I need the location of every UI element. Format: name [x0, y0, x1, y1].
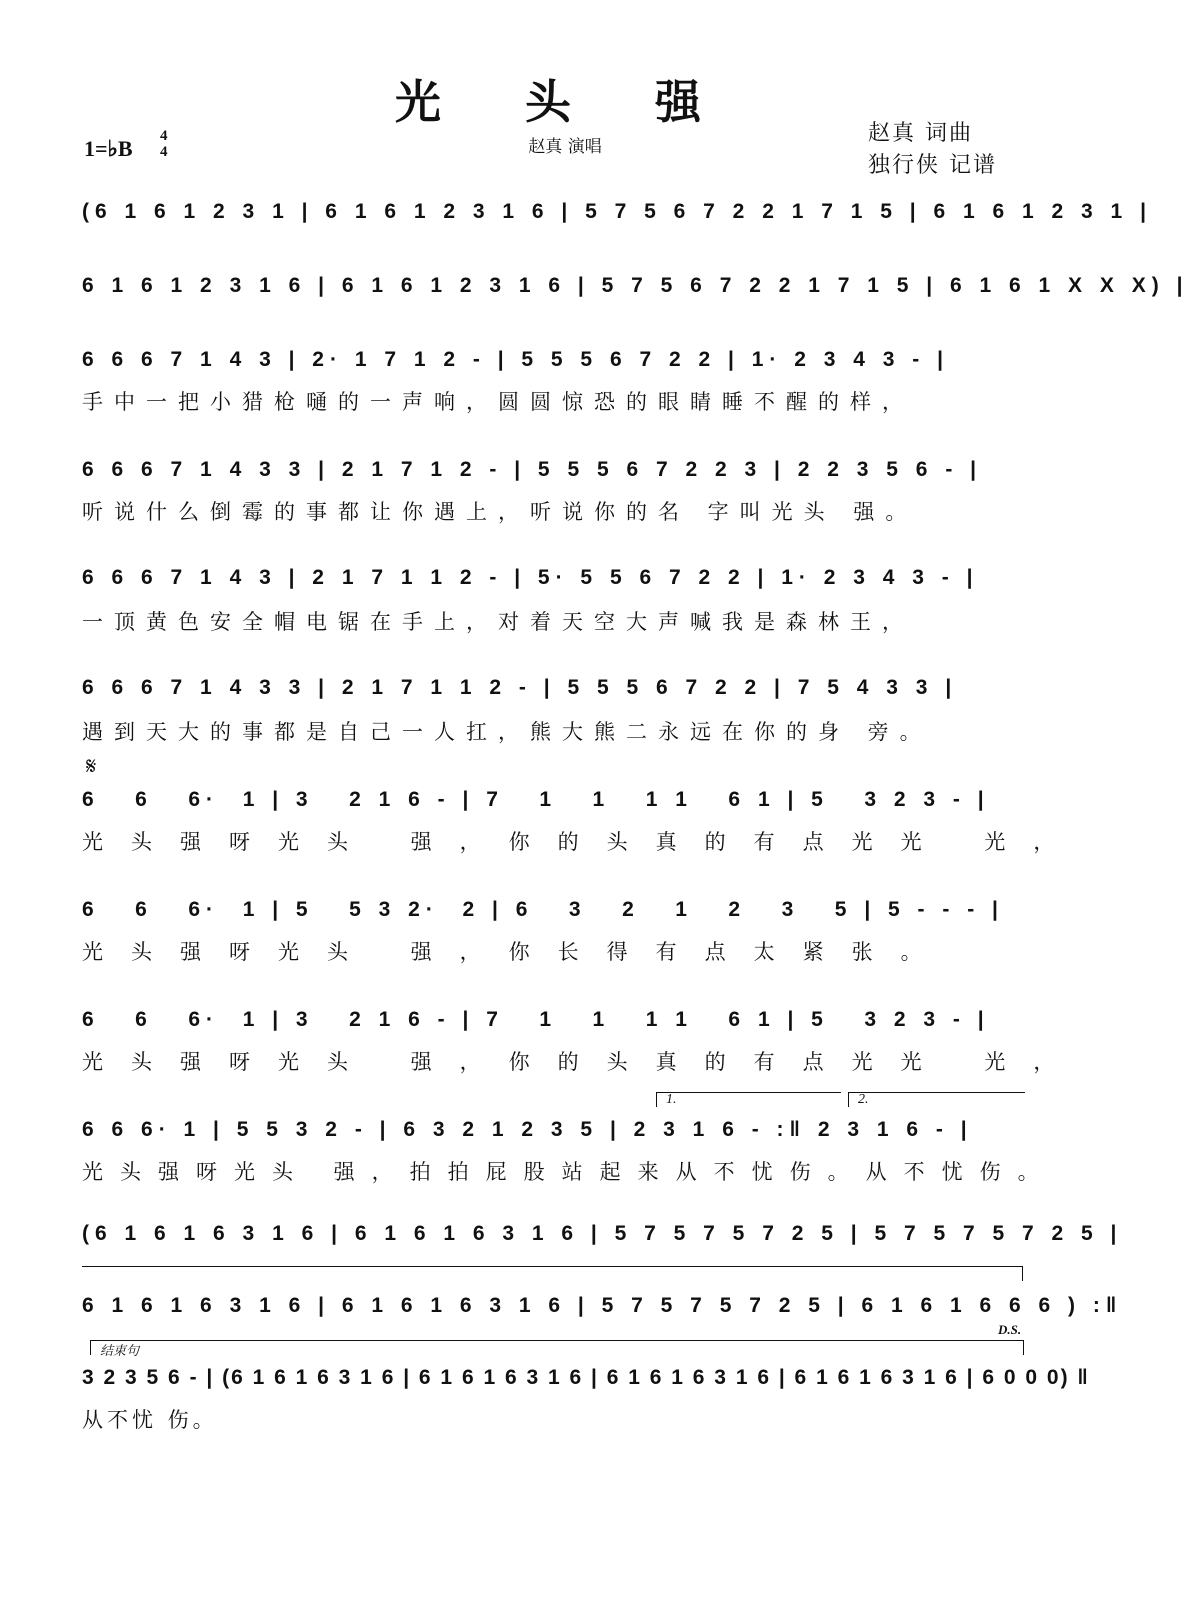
second-ending-bracket [848, 1092, 1025, 1107]
notation-line-2: 6 1 6 1 2 3 1 6 | 6 1 6 1 2 3 1 6 | 5 7 5 6 7 2 2 1 7 1 5 | 6 1 6 1 X X X) | [82, 274, 1188, 297]
notation-line-10: 6 6 6· 1 | 5 5 3 2 - | 6 3 2 1 2 3 5 | 2 3 1 6 - :‖ 2 3 1 6 - | [82, 1118, 1032, 1143]
notation-line-8: 6 6 6· 1 | 5 5 3 2· 2 | 6 3 2 1 2 3 5 | 5 - - - | [82, 898, 1032, 923]
song-title: 光 头 强 [394, 75, 736, 129]
lyric-line-9: 光头强呀光头 强，你的头真的有点光光 光， [82, 1050, 1083, 1074]
performer: 赵真 演唱 [528, 137, 602, 157]
repeat-bracket [82, 1266, 1023, 1281]
time-bottom: 4 [160, 144, 168, 160]
key-signature: 1=♭B [84, 136, 133, 161]
lyric-line-3: 手中一把小猎枪嗵的一声响，圆圆惊恐的眼睛睡不醒的样， [82, 390, 914, 414]
time-top: 4 [160, 128, 168, 144]
credit-lyrics-music: 赵真 词曲 [868, 121, 973, 146]
notation-line-12: 6 1 6 1 6 3 1 6 | 6 1 6 1 6 3 1 6 | 5 7 5 7 5 7 2 5 | 6 1 6 1 6 6 6 ) :‖ [82, 1294, 1123, 1317]
lyric-line-6: 遇到天大的事都是自己一人扛，熊大熊二永远在你的身 旁。 [82, 720, 932, 744]
lyric-line-8: 光头强呀光头 强，你长得有点太紧张。 [82, 940, 950, 964]
credit-transcriber: 独行侠 记谱 [868, 153, 997, 178]
second-ending-label: 2. [858, 1092, 869, 1107]
first-ending-bracket [656, 1092, 841, 1107]
notation-line-3: 6 6 6 7 1 4 3 | 2· 1 7 1 2 - | 5 5 5 6 7 2 2 | 1· 2 3 4 3 - | [82, 348, 1032, 373]
lyric-line-4: 听说什么倒霉的事都让你遇上，听说你的名 字叫光头 强。 [82, 500, 918, 524]
lyric-line-7: 光头强呀光头 强，你的头真的有点光光 光， [82, 830, 1083, 854]
coda-bracket [90, 1340, 1024, 1355]
notation-line-7: 6 6 6· 1 | 3 2 1 6 - | 7 1 1 1 1 6 1 | 5 3 2 3 - | [82, 788, 1032, 813]
lyric-line-5: 一顶黄色安全帽电锯在手上，对着天空大声喊我是森林王， [82, 610, 914, 634]
notation-line-9: 6 6 6· 1 | 3 2 1 6 - | 7 1 1 1 1 6 1 | 5 3 2 3 - | [82, 1008, 1032, 1033]
segno-icon: 𝄋 [86, 754, 97, 780]
first-ending-label: 1. [666, 1092, 677, 1107]
notation-line-4: 6 6 6 7 1 4 3 3 | 2 1 7 1 2 - | 5 5 5 6 7 2 2 3 | 2 2 3 5 6 - | [82, 458, 1032, 483]
notation-line-5: 6 6 6 7 1 4 3 | 2 1 7 1 1 2 - | 5· 5 5 6 7 2 2 | 1· 2 3 4 3 - | [82, 566, 1032, 591]
coda-label: 结束句 [100, 1344, 140, 1359]
dal-segno-mark: D.S. [998, 1322, 1022, 1337]
lyric-line-13: 从不忧 伤。 [82, 1408, 218, 1432]
notation-line-11: (6 1 6 1 6 3 1 6 | 6 1 6 1 6 3 1 6 | 5 7 5 7 5 7 2 5 | 5 7 5 7 5 7 2 5 | [82, 1222, 1123, 1245]
lyric-line-10: 光头强呀光头 强，拍拍屁股站起来从不忧伤。从不忧伤。 [82, 1160, 1056, 1184]
notation-line-6: 6 6 6 7 1 4 3 3 | 2 1 7 1 1 2 - | 5 5 5 6 7 2 2 | 7 5 4 3 3 | [82, 676, 1032, 701]
notation-line-13: 3 2 3 5 6 - | (6 1 6 1 6 3 1 6 | 6 1 6 1 6 3 1 6 | 6 1 6 1 6 3 1 6 | 6 1 6 1 6 3 1 6 | 6 0 0 0) ‖ [82, 1366, 1090, 1389]
notation-line-1: (6 1 6 1 2 3 1 | 6 1 6 1 2 3 1 6 | 5 7 5 6 7 2 2 1 7 1 5 | 6 1 6 1 2 3 1 | [82, 200, 1152, 223]
